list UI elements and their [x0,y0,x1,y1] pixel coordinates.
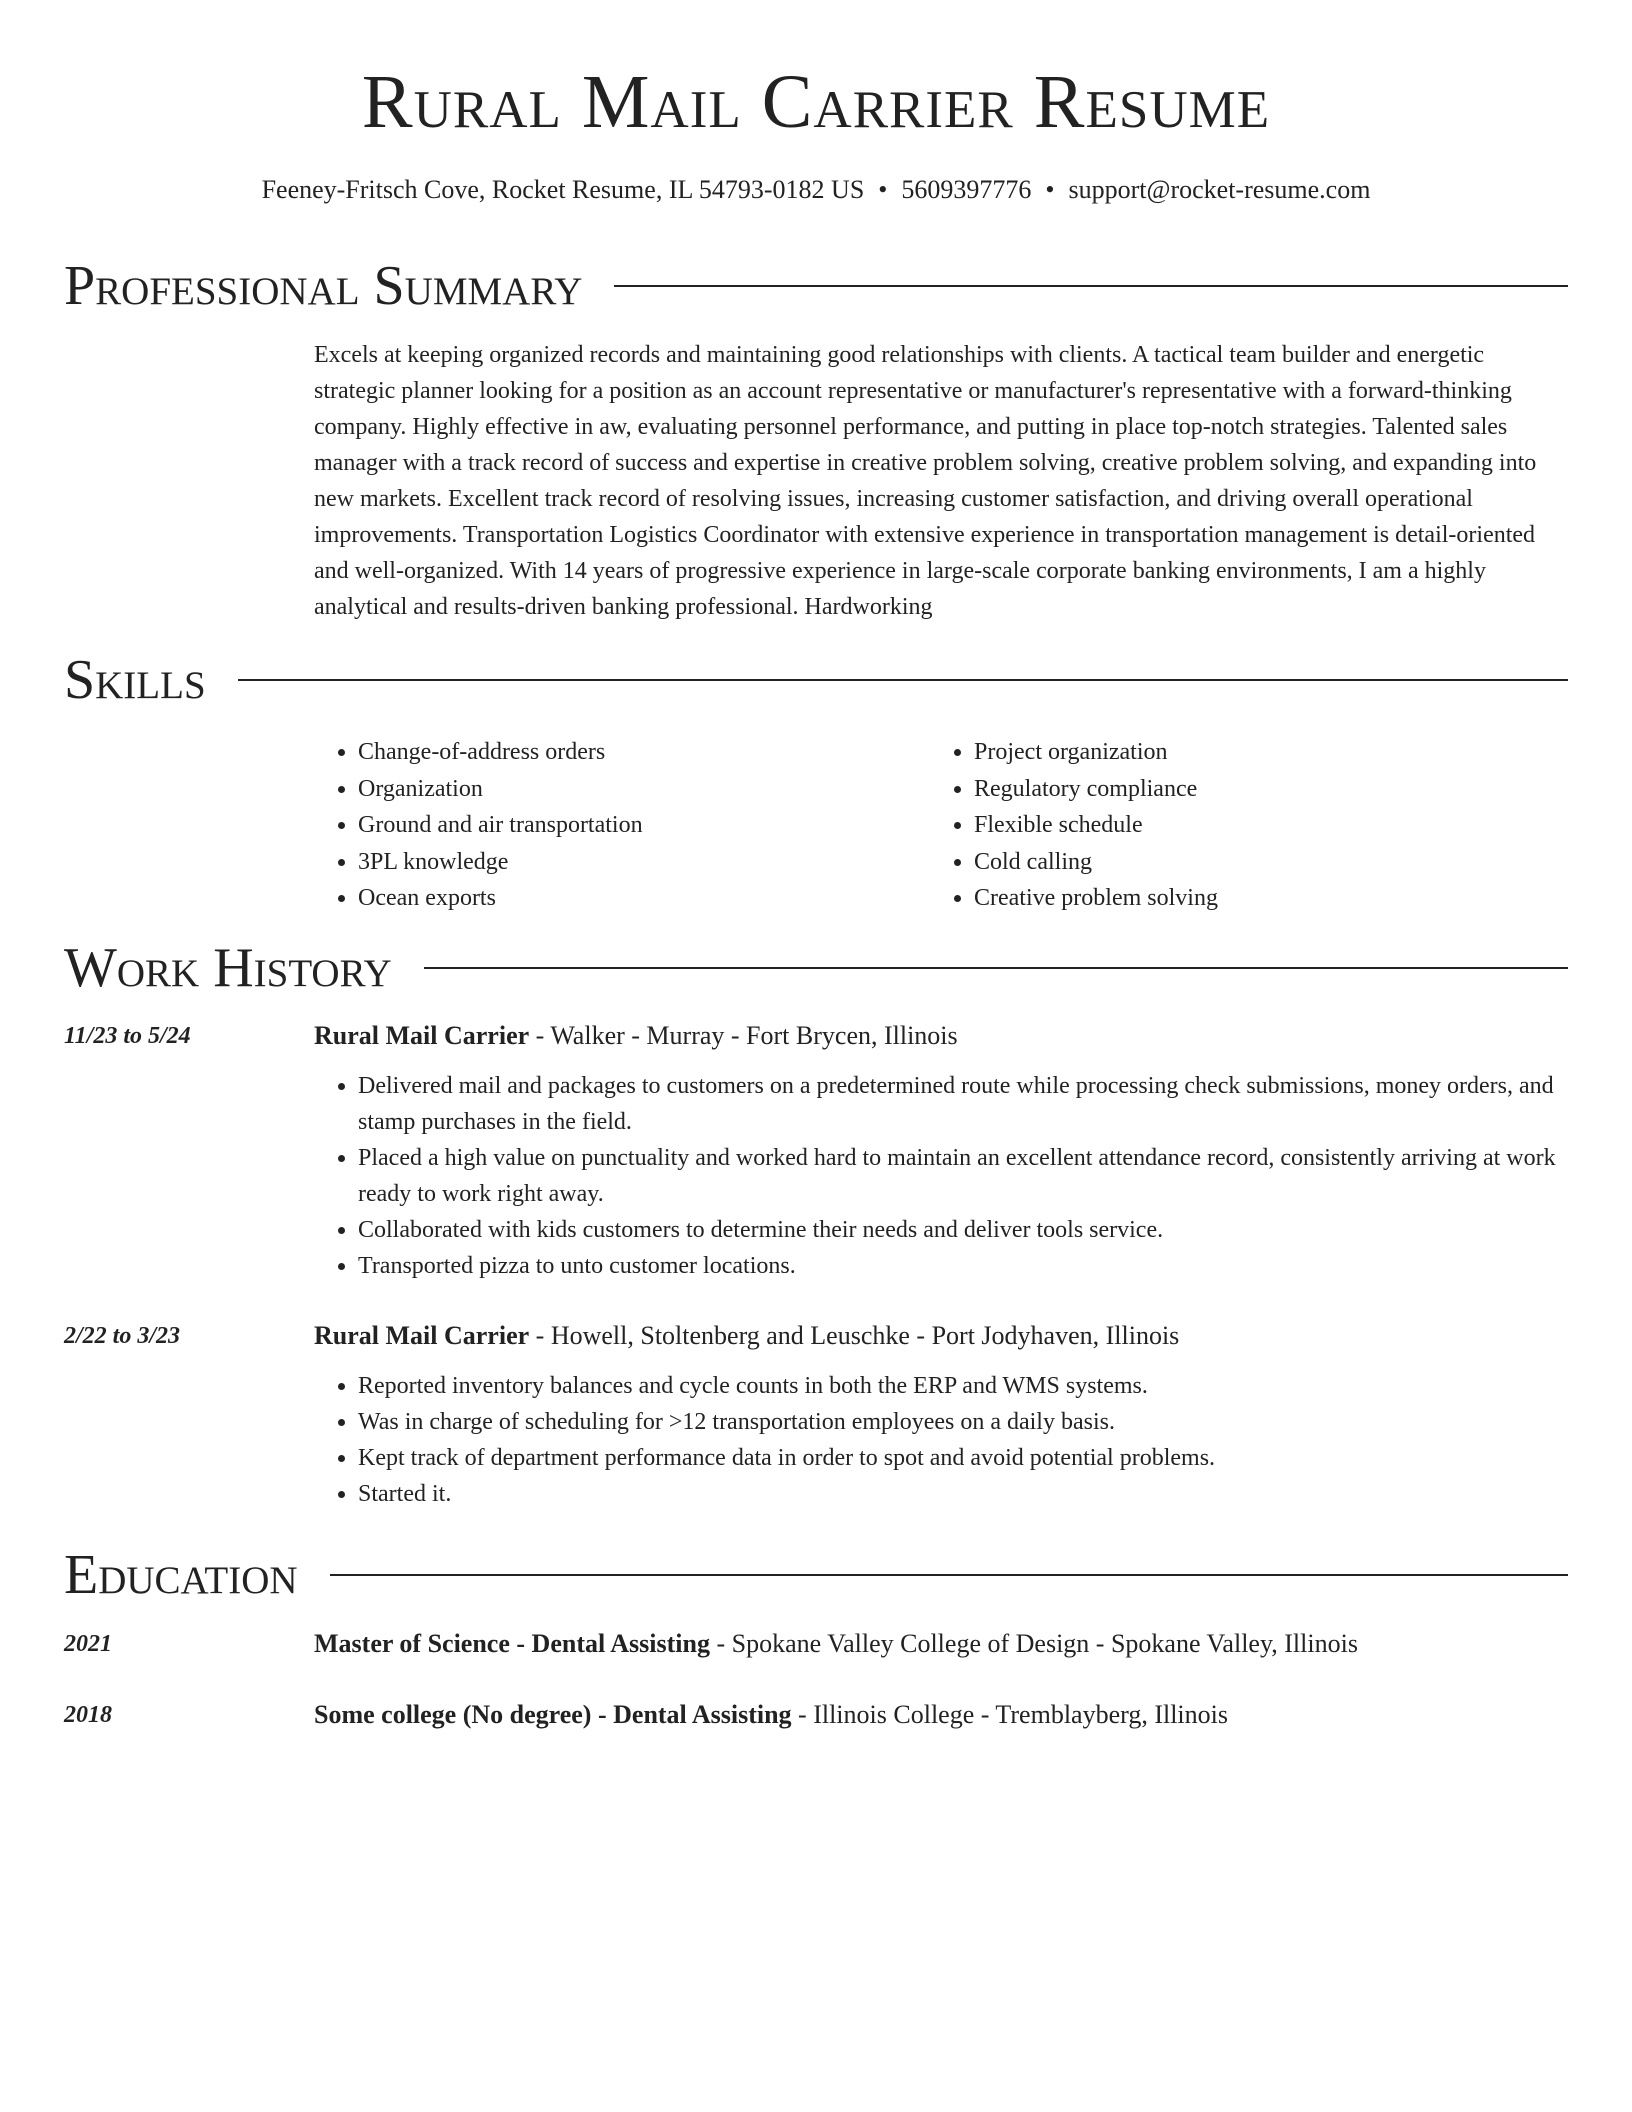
contact-line [0,172,1632,208]
job-title: Rural Mail Carrier [314,1021,530,1050]
work-dates: 2/22 to 3/23 [64,1323,181,1349]
summary-section-header [64,254,1568,318]
skill-item: • Change-of-address orders [358,734,930,771]
work-heading: Work History [64,937,392,999]
skills-list [314,734,1568,917]
work-bullet: • Placed a high value on punctuality and worked hard to maintain an excellent attendance record, consistently arriving at work ready to work right away. [358,1140,1568,1212]
skills-section-header [64,648,1568,712]
skills-heading: Skills [64,649,206,711]
contact-separator: • [878,175,888,204]
skills-column-left [314,734,930,917]
contact-email: support@rocket-resume.com [1068,175,1371,204]
education-entry [64,1697,1568,1733]
skill-item: • Ocean exports [358,880,930,917]
section-divider [614,285,1568,287]
work-bullet: • Was in charge of scheduling for >12 transportation employees on a daily basis. [358,1404,1568,1440]
education-entry-body [314,1697,1568,1733]
work-entry [64,1318,1568,1512]
skill-item: • Project organization [974,734,1546,771]
contact-phone: 5609397776 [901,175,1032,204]
work-bullets [314,1368,1568,1512]
job-title: Rural Mail Carrier [314,1321,530,1350]
skill-item: • 3PL knowledge [358,844,930,881]
skill-item: • Organization [358,771,930,808]
section-divider [238,679,1568,681]
work-entry-body [314,1318,1568,1512]
employer-location: - Walker - Murray - Fort Brycen, Illinois [529,1021,958,1050]
summary-text: Excels at keeping organized records and maintaining good relationships with clients. A tactical team builder and energetic strategic planner looking for a position as an account representative or manufacturer's representative with a forward-thinking company. Highly effective in aw, evaluating personnel performance, and putting in place top-notch strategies. Talented sales manager with a track record of success and expertise in creative problem solving, creative problem solving, and expanding into new markets. Excellent track record of resolving issues, increasing customer satisfaction, and driving overall operational improvements. Transportation Logistics Coordinator with extensive experience in transportation management is detail-oriented and well-organized. With 14 years of progressive experience in large-scale corporate banking environments, I am a highly analytical and results-driven banking professional. Hardworking [314,342,1537,620]
summary-heading: Professional Summary [64,255,583,317]
degree: Some college (No degree) - Dental Assisting [314,1700,792,1729]
education-entry-heading [314,1626,1568,1662]
work-bullet: • Kept track of department performance data in order to spot and avoid potential problems. [358,1440,1568,1476]
skill-item: • Flexible schedule [974,807,1546,844]
contact-address: Feeney-Fritsch Cove, Rocket Resume, IL 54793-0182 US [261,175,865,204]
resume-title: Rural Mail Carrier Resume [361,60,1271,144]
work-bullets [314,1068,1568,1284]
education-year: 2018 [64,1702,112,1728]
section-divider [330,1574,1568,1576]
work-bullet: • Started it. [358,1476,1568,1512]
skill-item: • Regulatory compliance [974,771,1546,808]
education-heading: Education [64,1544,298,1606]
degree: Master of Science - Dental Assisting [314,1629,710,1658]
work-section-header [64,936,1568,1000]
work-dates: 11/23 to 5/24 [64,1023,191,1049]
work-entry-body [314,1018,1568,1284]
education-year: 2021 [64,1631,112,1657]
school-location: - Illinois College - Tremblayberg, Illinois [791,1700,1228,1729]
work-bullet: • Reported inventory balances and cycle counts in both the ERP and WMS systems. [358,1368,1568,1404]
employer-location: - Howell, Stoltenberg and Leuschke - Port Jodyhaven, Illinois [529,1321,1180,1350]
work-entry [64,1018,1568,1284]
education-entry-body [314,1626,1568,1662]
work-bullet: • Delivered mail and packages to customers on a predetermined route while processing check submissions, money orders, and stamp purchases in the field. [358,1068,1568,1140]
section-divider [424,967,1568,969]
education-section-header [64,1543,1568,1607]
education-entry-heading [314,1697,1568,1733]
skill-item: • Ground and air transportation [358,807,930,844]
work-bullet: • Transported pizza to unto customer locations. [358,1248,1568,1284]
contact-separator: • [1045,175,1055,204]
skill-item: • Cold calling [974,844,1546,881]
education-entry [64,1626,1568,1662]
skill-item: • Creative problem solving [974,880,1546,917]
school-location: - Spokane Valley College of Design - Spokane Valley, Illinois [709,1629,1358,1658]
work-bullet: • Collaborated with kids customers to determine their needs and deliver tools service. [358,1212,1568,1248]
skills-column-right [930,734,1546,917]
work-entry-heading [314,1018,1568,1054]
work-entry-heading [314,1318,1568,1354]
